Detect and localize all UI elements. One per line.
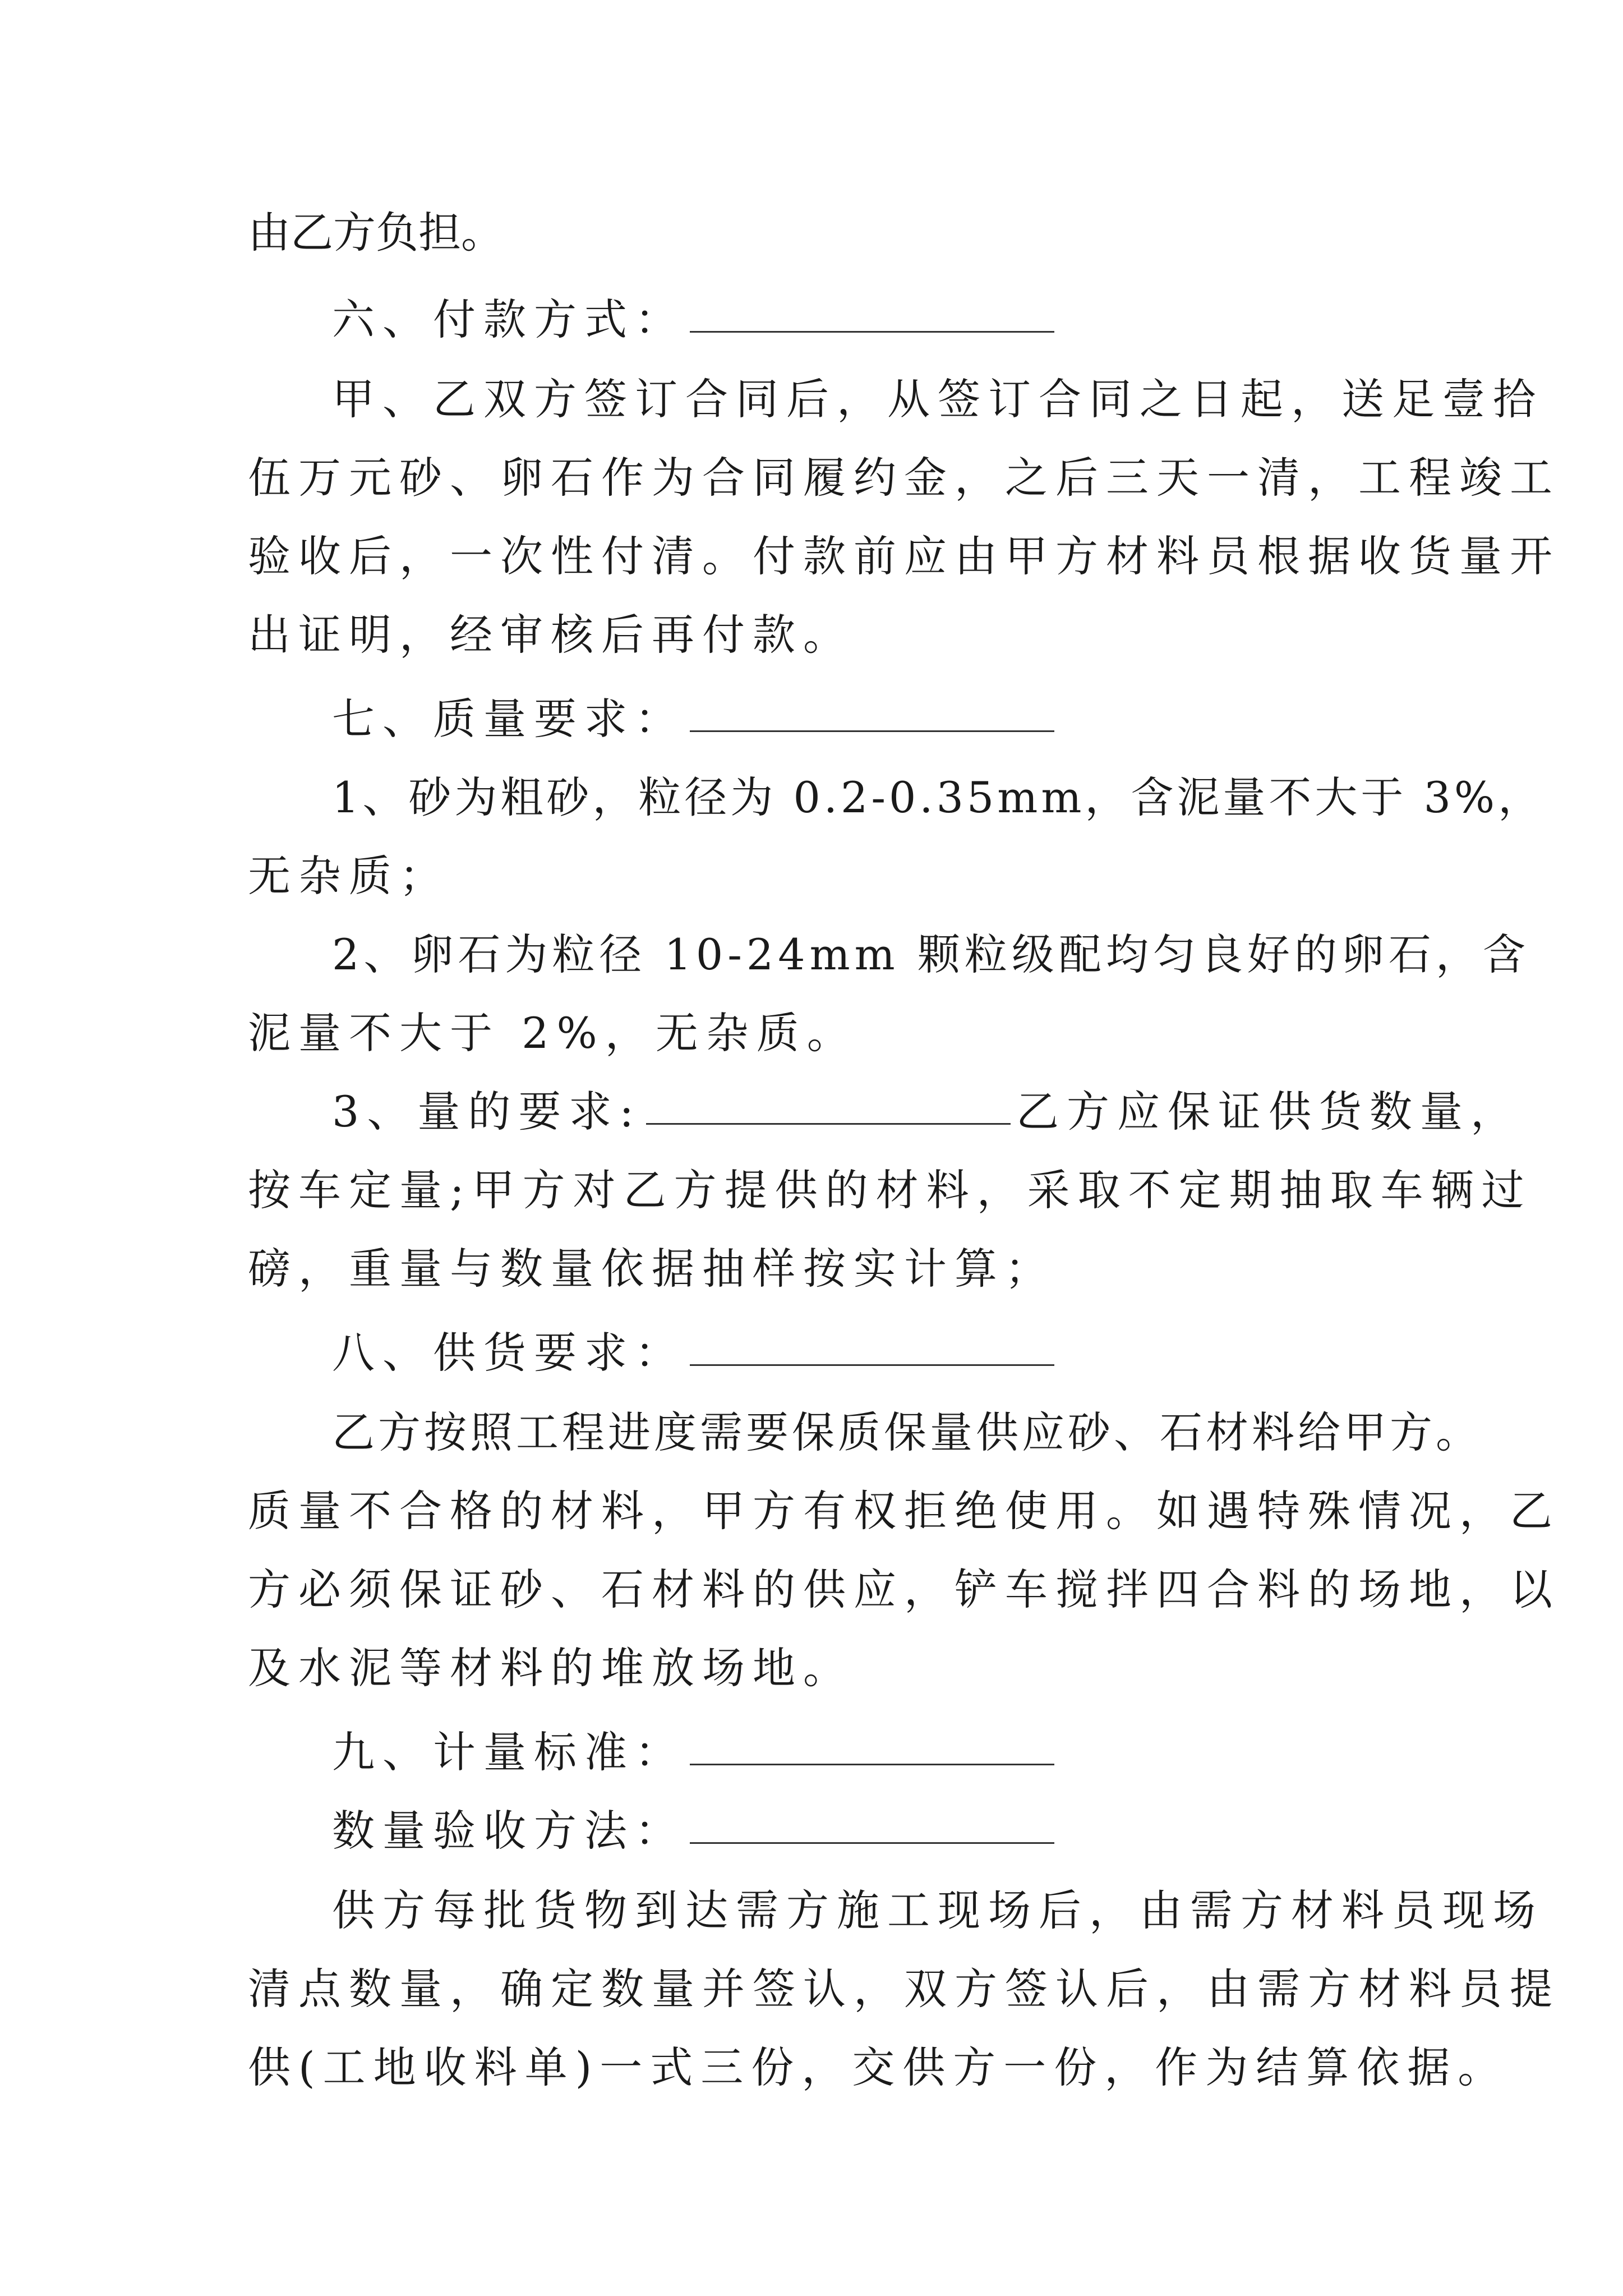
paragraph-line: 乙方按照工程进度需要保质保量供应砂、石材料给甲方。 <box>332 1407 1482 1457</box>
section-heading-supply <box>0 1314 1623 1392</box>
paragraph-line-quantity <box>0 1073 1623 1151</box>
fill-in-blank[interactable] <box>690 1713 1054 1765</box>
heading-text: 九、计量标准： <box>332 1727 685 1777</box>
fill-in-blank[interactable] <box>690 680 1054 732</box>
paragraph-line: 质量不合格的材料，甲方有权拒绝使用。如遇特殊情况，乙 <box>248 1486 1560 1536</box>
paragraph-line: 2、卵石为粒径 10-24mm 颗粒级配均匀良好的卵石，含 <box>332 930 1530 979</box>
section-heading-measurement <box>0 1713 1623 1792</box>
fill-in-blank[interactable] <box>690 1792 1054 1844</box>
fill-in-blank[interactable] <box>690 280 1054 333</box>
paragraph-line: 1、砂为粗砂，粒径为 0.2-0.35mm，含泥量不大于 3%， <box>332 772 1544 822</box>
fill-in-blank[interactable] <box>690 1314 1054 1366</box>
paragraph-line: 磅，重量与数量依据抽样按实计算； <box>248 1244 1055 1294</box>
paragraph-line: 泥量不大于 2%，无杂质。 <box>248 1008 857 1058</box>
fill-in-blank[interactable] <box>646 1073 1011 1125</box>
heading-text: 八、供货要求： <box>332 1328 685 1378</box>
heading-text: 七、质量要求： <box>332 694 685 744</box>
quantity-label: 3、量的要求: <box>332 1087 642 1137</box>
paragraph-line: 甲、乙双方签订合同后，从签订合同之日起，送足壹拾 <box>332 374 1543 424</box>
paragraph-line: 及水泥等材料的堆放场地。 <box>248 1643 854 1693</box>
paragraph-line: 供(工地收料单)一式三份，交供方一份，作为结算依据。 <box>248 2042 1509 2092</box>
paragraph-line: 由乙方负担。 <box>248 208 504 257</box>
heading-text: 数量验收方法： <box>332 1806 685 1856</box>
section-heading-quality <box>0 680 1623 758</box>
paragraph-line: 供方每批货物到达需方施工现场后，由需方材料员现场 <box>332 1885 1543 1935</box>
paragraph-line: 方必须保证砂、石材料的供应，铲车搅拌四合料的场地，以 <box>248 1565 1560 1614</box>
paragraph-line: 验收后，一次性付清。付款前应由甲方材料员根据收货量开 <box>248 531 1560 581</box>
paragraph-line: 出证明，经审核后再付款。 <box>248 610 854 660</box>
paragraph-line: 无杂质； <box>248 851 450 901</box>
heading-text: 六、付款方式： <box>332 295 685 344</box>
paragraph-line: 清点数量，确定数量并签认，双方签认后，由需方材料员提 <box>248 1964 1560 2014</box>
acceptance-method-heading <box>0 1792 1623 1870</box>
paragraph-line: 伍万元砂、卵石作为合同履约金，之后三天一清，工程竣工 <box>248 453 1560 503</box>
section-heading-payment <box>0 280 1623 359</box>
paragraph-line: 按车定量;甲方对乙方提供的材料，采取不定期抽取车辆过 <box>248 1165 1532 1215</box>
quantity-text: 乙方应保证供货数量， <box>1016 1087 1521 1137</box>
